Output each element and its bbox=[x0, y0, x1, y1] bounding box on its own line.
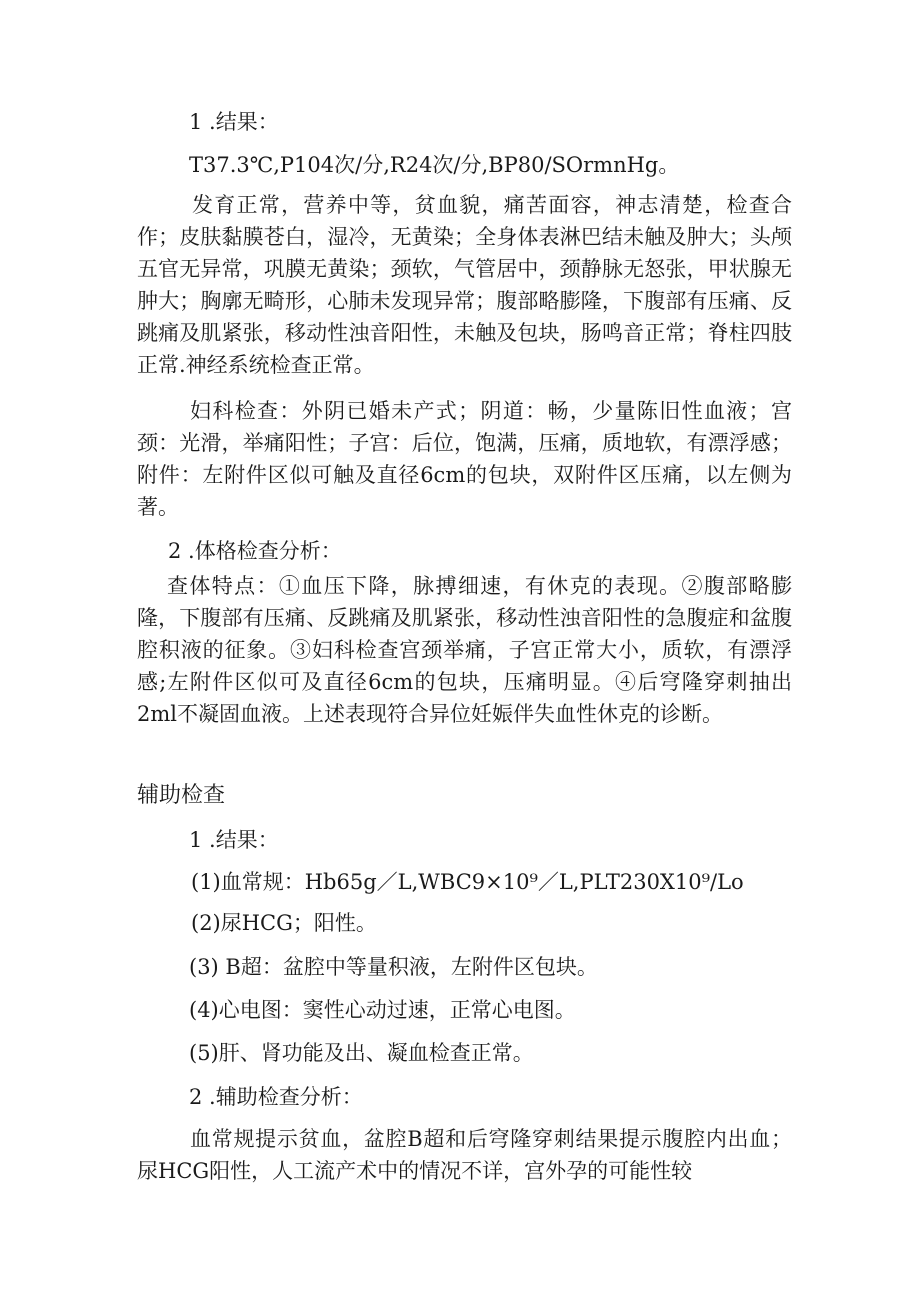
aux-result-title: 1 .结果： bbox=[189, 828, 279, 852]
aux-analysis-paragraph: 血常规提示贫血，盆腔B超和后穹隆穿刺结果提示腹腔内出血；尿HCG阳性，人工流产术中的情况不详，宫外孕的可能性较 bbox=[137, 1127, 792, 1183]
aux-item-urine: (2)尿HCG；阳性。 bbox=[191, 911, 377, 935]
aux-item-ultrasound: (3) B超：盆腔中等量积液，左附件区包块。 bbox=[189, 955, 598, 979]
aux-analysis-title: 2 .辅助检查分析： bbox=[189, 1085, 363, 1109]
gyn-exam-paragraph: 妇科检查：外阴已婚未产式；阴道：畅，少量陈旧性血液；宫颈：光滑，举痛阳性；子宫：后位，饱满，压痛，质地软，有漂浮感；附件：左附件区似可触及直径6cm的包块，双附件区压痛，以左侧为著。 bbox=[137, 399, 792, 519]
exam-analysis-title: 2 .体格检查分析： bbox=[168, 539, 342, 563]
aux-item-blood: (1)血常规：Hb65g／L,WBC9×10⁹／L,PLT230X10⁹/Lo bbox=[191, 870, 744, 894]
aux-item-liver-kidney: (5)肝、肾功能及出、凝血检查正常。 bbox=[189, 1041, 534, 1065]
aux-item-ecg: (4)心电图：窦性心动过速，正常心电图。 bbox=[189, 998, 576, 1022]
general-exam-paragraph: 发育正常，营养中等，贫血貌，痛苦面容，神志清楚，检查合作；皮肤黏膜苍白，湿冷，无黄染；全身体表淋巴结未触及肿大；头颅五官无异常，巩膜无黄染；颈软，气管居中，颈静脉无怒张，甲状腺无肿大；胸廓无畸形，心肺未发现异常；腹部略膨隆，下腹部有压痛、反跳痛及肌紧张，移动性浊音阳性，未触及包块，肠鸣音正常；脊柱四肢正常.神经系统检查正常。 bbox=[137, 193, 792, 377]
aux-exam-heading: 辅助检查 bbox=[137, 783, 226, 808]
exam-result-title: 1 .结果： bbox=[189, 110, 279, 134]
vitals-line: T37.3℃,P104次/分,R24次/分,BP80/SOrmnHg。 bbox=[189, 153, 680, 177]
exam-analysis-paragraph: 查体特点：①血压下降，脉搏细速，有休克的表现。②腹部略膨隆，下腹部有压痛、反跳痛及肌紧张，移动性浊音阳性的急腹症和盆腹腔积液的征象。③妇科检查宫颈举痛，子宫正常大小，质软，有漂浮感;左附件区似可及直径6cm的包块，压痛明显。④后穹隆穿刺抽出2ml不凝固血液。上述表现符合异位妊娠伴失血性休克的诊断。 bbox=[137, 574, 792, 726]
